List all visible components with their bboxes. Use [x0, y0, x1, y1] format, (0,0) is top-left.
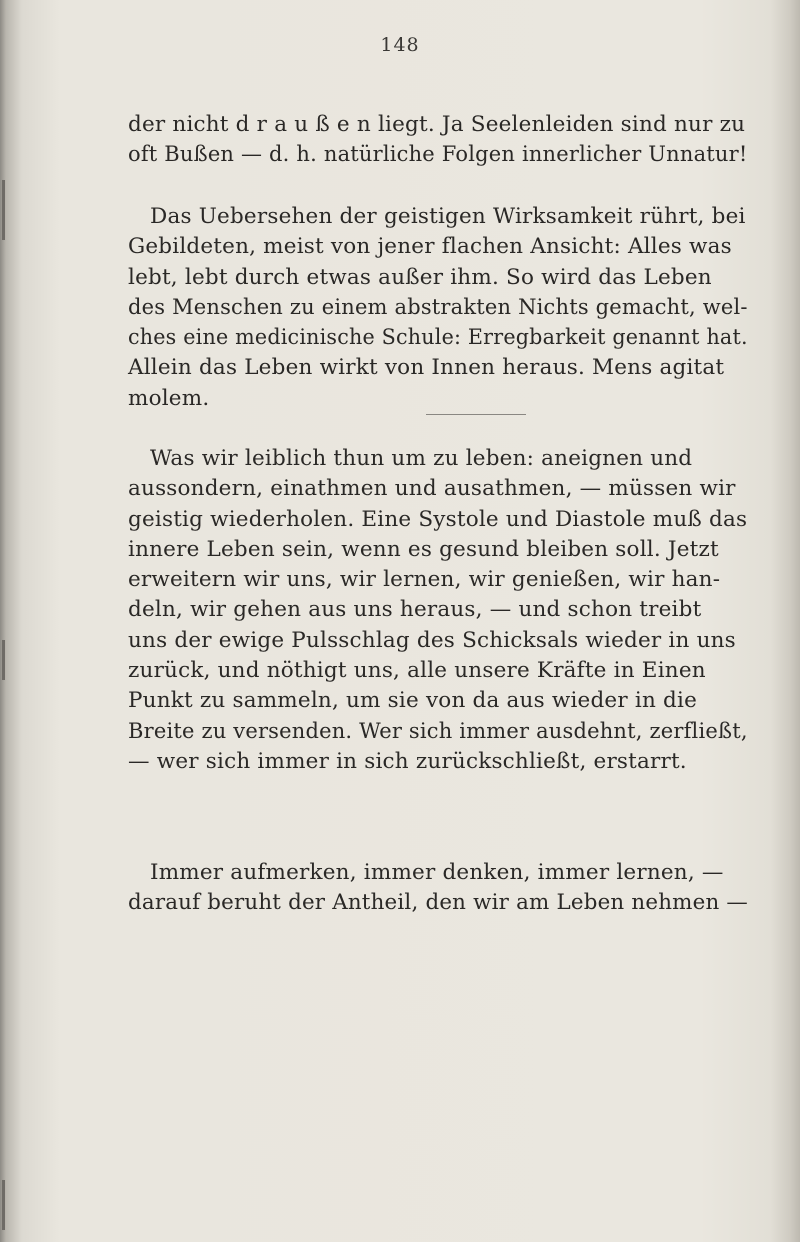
page-edge-shadow — [2, 640, 5, 680]
text-line: uns der ewige Pulsschlag des Schicksals wieder in uns — [128, 627, 736, 653]
text-line: Breite zu versenden. Wer sich immer ausdehnt, zerfließt, — [128, 718, 748, 744]
text-line: Gebildeten, meist von jener flachen Ansicht: Alles was — [128, 234, 732, 260]
page-edge-shadow — [2, 180, 5, 240]
text-line: oft Bußen — d. h. natürliche Folgen innerlicher Unnatur! — [128, 142, 748, 168]
paragraph — [128, 444, 748, 777]
text-line: aussondern, einathmen und ausathmen, — müssen wir — [128, 476, 736, 502]
text-line: Punkt zu sammeln, um sie von da aus wieder in die — [128, 688, 697, 714]
text-line: erweitern wir uns, wir lernen, wir genießen, wir han- — [128, 567, 721, 593]
text-line: Das Uebersehen der geistigen Wirksamkeit rührt, bei — [150, 204, 746, 229]
page-edge-shadow — [2, 1180, 5, 1230]
text-line: — wer sich immer in sich zurückschließt, erstarrt. — [128, 748, 687, 774]
section-divider — [426, 414, 526, 415]
text-line: ches eine medicinische Schule: Erregbarkeit genannt hat. — [128, 325, 748, 351]
text-line: innere Leben sein, wenn es gesund bleiben soll. Jetzt — [128, 536, 719, 562]
text-line: der nicht d r a u ß e n liegt. Ja Seelenleiden sind nur zu — [128, 112, 746, 137]
text-line: des Menschen zu einem abstrakten Nichts gemacht, wel- — [128, 294, 748, 320]
text-line: Immer aufmerken, immer denken, immer lernen, — — [150, 860, 724, 885]
text-line: deln, wir gehen aus uns heraus, — und schon treibt — [128, 597, 702, 623]
text-line: lebt, lebt durch etwas außer ihm. So wird das Leben — [128, 264, 712, 290]
page-number: 148 — [380, 34, 420, 56]
paragraph — [128, 110, 748, 171]
paragraph — [128, 858, 748, 919]
text-line: zurück, und nöthigt uns, alle unsere Kräfte in Einen — [128, 658, 706, 684]
text-line: geistig wiederholen. Eine Systole und Diastole muß das — [128, 506, 748, 532]
text-line: Was wir leiblich thun um zu leben: aneignen und — [150, 446, 693, 471]
text-line: Allein das Leben wirkt von Innen heraus. Mens agitat — [128, 355, 725, 381]
paragraph — [128, 202, 748, 414]
text-line: darauf beruht der Antheil, den wir am Leben nehmen — — [128, 890, 748, 916]
text-line: molem. — [128, 385, 210, 411]
